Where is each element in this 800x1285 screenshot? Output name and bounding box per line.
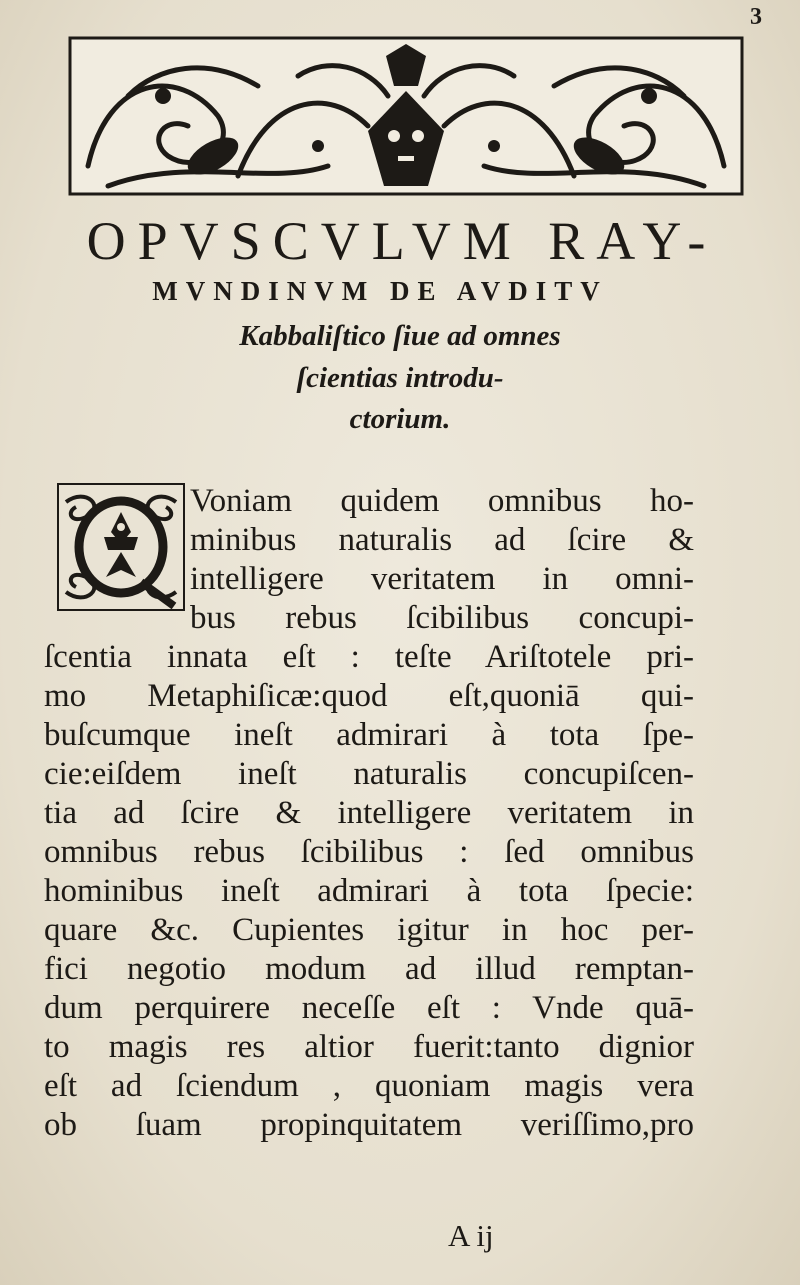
body-line: tia ad ſcire & intelligere veritatem in (44, 795, 694, 831)
title-line-1: OPVSCVLVM RAY- (86, 211, 718, 271)
title-line-5: ctorium. (349, 403, 451, 435)
title-line-4: ſcientias introdu- (296, 362, 504, 394)
body-line: ſcentia innata eſt : teſte Ariſtotele pri- (44, 639, 694, 675)
body-text (44, 482, 694, 1145)
body-line: Voniam quidem omnibus ho- (190, 483, 694, 519)
body-line: to magis res altior fuerit:tanto dignior (44, 1029, 694, 1065)
title-line-2: MVNDINVM DE AVDITV (152, 276, 608, 306)
body-line: bus rebus ſcibilibus concupi- (190, 600, 694, 636)
body-line: quare &c. Cupientes igitur in hoc per- (44, 912, 694, 948)
body-line: eſt ad ſciendum , quoniam magis vera (44, 1068, 694, 1104)
ornamental-headpiece-icon (68, 36, 744, 196)
body-line: hominibus ineſt admirari à tota ſpecie: (44, 873, 694, 909)
body-line: buſcumque ineſt admirari à tota ſpe- (44, 717, 694, 753)
folio-number: 3 (750, 4, 762, 30)
body-line: fici negotio modum ad illud remptan- (44, 951, 694, 987)
body-line: omnibus rebus ſcibilibus : ſed omnibus (44, 834, 694, 870)
title-line-3: Kabbaliſtico ſiue ad omnes (239, 320, 561, 352)
catchword-signature: A ij (448, 1218, 494, 1253)
body-line: dum perquirere neceſſe eſt : Vnde quā- (44, 990, 694, 1026)
body-line: ob ſuam propinquitatem veriſſimo,pro (44, 1107, 694, 1143)
body-line: cie:eiſdem ineſt naturalis concupiſcen- (44, 756, 694, 792)
body-line: intelligere veritatem in omni- (190, 561, 694, 597)
body-line: minibus naturalis ad ſcire & (190, 522, 694, 558)
body-line: mo Metaphiſicæ:quod eſt,quoniā qui- (44, 678, 694, 714)
